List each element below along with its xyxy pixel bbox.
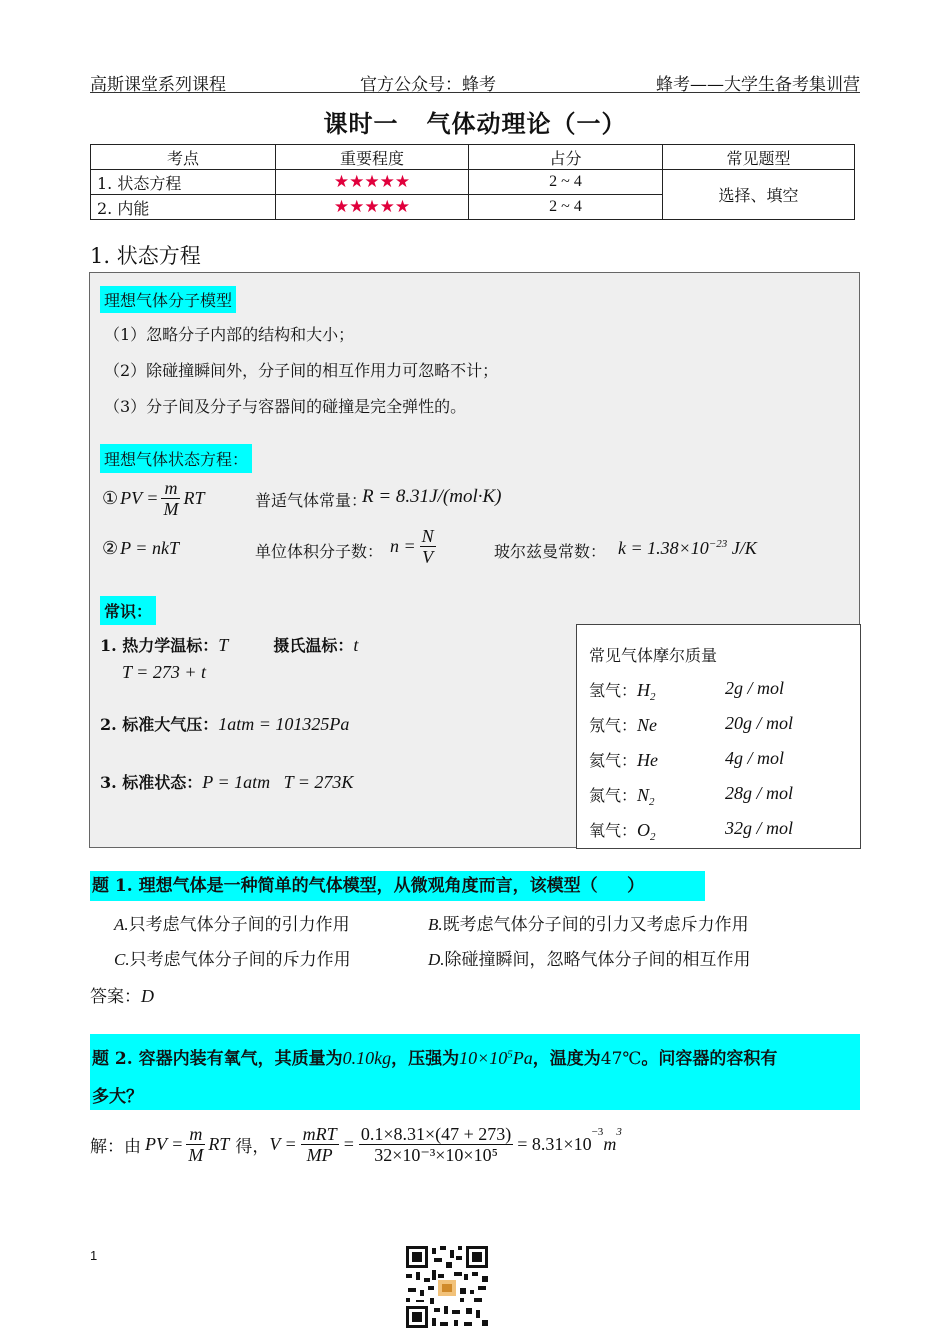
gas-formula-subscript: 2 — [650, 831, 656, 844]
k-label: 玻尔兹曼常数： — [494, 542, 607, 561]
q1-option-a — [114, 910, 350, 935]
overview-table — [90, 144, 855, 220]
header-right: 蜂考——大学生备考集训营 — [656, 75, 860, 95]
solution-result-unit: m — [603, 1134, 617, 1154]
gas-constant-label: 普适气体常量： — [255, 491, 368, 510]
eq1-denominator: M — [163, 499, 179, 519]
n-denominator: V — [422, 547, 434, 567]
model-item: （3）分子间及分子与容器间的碰撞是完全弹性的。 — [104, 397, 467, 416]
gas-formula: H — [637, 680, 651, 700]
common-item-3 — [100, 770, 353, 793]
option-letter: D. — [428, 950, 445, 969]
solution-result: = 8.31×10 — [517, 1134, 592, 1154]
gas-formula: He — [637, 750, 659, 770]
eq2-mark: ② — [102, 538, 119, 559]
header-left: 高斯课堂系列课程 — [90, 75, 226, 95]
solution-numeric-fraction — [359, 1124, 513, 1165]
n-equation — [390, 526, 436, 567]
gas-mass: 28g / mol — [725, 783, 794, 803]
k-exponent: −23 — [708, 538, 728, 550]
qr-code-image — [404, 1244, 490, 1330]
boltzmann-constant — [618, 538, 757, 559]
q1-option-d — [428, 945, 751, 970]
page-number: 1 — [90, 1248, 98, 1263]
gas-constant-value: R = 8.31J/(mol·K) — [362, 486, 502, 507]
page-header — [90, 68, 860, 93]
table-header-cell: 考点 — [91, 145, 276, 170]
eq1-fraction — [161, 478, 180, 519]
celsius-scale-symbol: t — [353, 635, 359, 655]
gas-name: 氖气： — [589, 716, 638, 735]
fraction-denominator: MP — [306, 1145, 333, 1165]
gas-formula: Ne — [637, 715, 658, 735]
gas-formula-subscript: 2 — [650, 691, 656, 704]
gas-name: 氦气： — [589, 751, 638, 770]
solution-pv: PV = — [145, 1134, 184, 1154]
pressure-equation — [102, 538, 179, 559]
std-state-label: 3. 标准状态： — [100, 773, 203, 792]
eq1-left: PV = — [120, 488, 159, 508]
option-text: 只考虑气体分子间的引力作用 — [128, 915, 350, 935]
thermo-scale-symbol: T — [218, 635, 229, 655]
temperature-relation: T = 273 + t — [122, 662, 206, 682]
fraction-numerator: m — [186, 1124, 205, 1145]
n-label: 单位体积分子数： — [255, 542, 384, 561]
solution-rt: RT — [208, 1134, 230, 1154]
eq1-mark: ① — [102, 488, 119, 509]
gas-formula: N — [637, 785, 650, 805]
answer-value: D — [141, 986, 154, 1006]
question-1-stem: 题 1. 理想气体是一种简单的气体模型，从微观角度而言，该模型（ ） — [90, 871, 705, 901]
solution-de: 得， — [235, 1137, 270, 1157]
state-eq-title: 理想气体状态方程： — [100, 444, 252, 473]
gas-name: 氮气： — [589, 786, 638, 805]
eq1-numerator: m — [161, 478, 180, 499]
q2-stem-b: ，压强为 — [391, 1049, 460, 1069]
n-left: n = — [390, 536, 416, 556]
q2-solution: 解：由 PV = $\frac{m}{M}$ RT 得， V = $\frac{\text{mRT}}{MP}$ = $\frac{0.1\times 8.31\times(47 + 273)}{\text{32×10⁻³×10×10⁵}}$ = 8.31×10 $^{-3}$ m $^3$ — [90, 1124, 622, 1165]
fraction-numerator: 0.1×8.31×(47 + 273) — [360, 1124, 512, 1144]
answer-label: 答案： — [90, 987, 141, 1007]
common-title: 常识： — [100, 596, 156, 625]
q2-pressure-unit: Pa — [512, 1048, 533, 1068]
q2-stem-c: ，温度为 — [532, 1049, 601, 1069]
gas-mass: 4g / mol — [725, 748, 785, 768]
table-cell-score: 2 ~ 4 — [469, 170, 663, 195]
q2-pressure-exp: 5 — [507, 1048, 513, 1061]
option-letter: B. — [428, 915, 443, 934]
q1-answer — [90, 982, 154, 1007]
molar-row — [589, 818, 794, 844]
q2-mass: 0.10kg — [342, 1048, 392, 1068]
eq2: P = nkT — [120, 538, 179, 558]
std-pressure-value: 1atm = 101325Pa — [218, 714, 350, 734]
solution-result-unit-exp: 3 — [616, 1126, 622, 1138]
course-title: 课时一 气体动理论（一） — [323, 109, 627, 138]
std-state-value: P = 1atm T = 273K — [202, 772, 354, 792]
table-row — [91, 170, 855, 195]
solution-label: 解：由 — [90, 1137, 141, 1157]
table-header-row — [91, 145, 855, 170]
importance-stars: ★★★★★ — [276, 170, 469, 195]
model-item: （1）忽略分子内部的结构和大小； — [104, 325, 355, 344]
fraction-denominator: M — [188, 1145, 204, 1165]
solution-result-exp: −3 — [591, 1126, 604, 1138]
solution-mass-fraction — [186, 1124, 205, 1165]
gas-mass: 20g / mol — [725, 713, 794, 733]
n-numerator: N — [421, 526, 434, 546]
gas-formula: O — [637, 820, 651, 840]
common-item-2 — [100, 712, 349, 735]
ideal-gas-equation — [102, 478, 204, 519]
table-cell-score: 2 ~ 4 — [469, 195, 663, 220]
q2-temperature: 47℃ — [600, 1049, 642, 1069]
option-text: 只考虑气体分子间的斥力作用 — [129, 950, 351, 970]
thermo-scale-label: 1. 热力学温标： — [100, 636, 219, 655]
eq1-right: RT — [183, 488, 205, 508]
gas-mass: 32g / mol — [725, 818, 794, 838]
gas-formula-subscript: 2 — [649, 796, 655, 809]
table-header-cell: 重要程度 — [276, 145, 469, 170]
q2-stem-e: 多大？ — [92, 1087, 143, 1107]
table-header-cell: 占分 — [469, 145, 663, 170]
solution-formula-fraction — [301, 1124, 339, 1165]
section-heading: 1. 状态方程 — [90, 244, 201, 268]
molar-row — [589, 783, 794, 809]
molar-title: 常见气体摩尔质量 — [589, 646, 718, 665]
gas-name: 氧气： — [589, 821, 638, 840]
option-letter: C. — [114, 950, 130, 969]
option-text: 既考虑气体分子间的引力又考虑斥力作用 — [442, 915, 749, 935]
k-value: k = 1.38×10 — [618, 538, 709, 558]
q2-stem-d: 。问容器的容积有 — [641, 1049, 778, 1069]
option-text: 除碰撞瞬间，忽略气体分子间的相互作用 — [444, 950, 751, 970]
molar-row — [589, 713, 794, 736]
model-item: （2）除碰撞瞬间外，分子间的相互作用力可忽略不计； — [104, 361, 499, 380]
molar-row — [589, 748, 785, 771]
gas-name: 氢气： — [589, 681, 638, 700]
importance-stars: ★★★★★ — [276, 195, 469, 220]
header-center: 官方公众号：蜂考 — [360, 75, 496, 95]
q1-option-c — [114, 945, 351, 970]
solution-v: V = — [269, 1134, 297, 1154]
q2-pressure: 10×10 — [459, 1048, 508, 1068]
k-unit: J/K — [727, 538, 757, 558]
molar-mass-box — [576, 624, 861, 849]
table-header-cell: 常见题型 — [663, 145, 855, 170]
table-cell-point: 2. 内能 — [91, 195, 276, 220]
std-pressure-label: 2. 标准大气压： — [100, 715, 219, 734]
table-cell-point: 1. 状态方程 — [91, 170, 276, 195]
molar-row — [589, 678, 785, 704]
fraction-numerator: mRT — [302, 1124, 337, 1144]
common-item-1 — [100, 633, 358, 656]
gas-mass: 2g / mol — [725, 678, 785, 698]
n-fraction — [420, 526, 436, 567]
q1-option-b — [428, 910, 749, 935]
fraction-denominator: 32×10⁻³×10×10⁵ — [374, 1145, 498, 1165]
table-cell-type: 选择、填空 — [663, 170, 855, 220]
model-title: 理想气体分子模型 — [100, 286, 236, 313]
question-2-line-1 — [92, 1044, 777, 1069]
celsius-scale-label: 摄氏温标： — [273, 636, 354, 655]
q2-stem-a: 题 2. 容器内装有氧气，其质量为 — [92, 1049, 343, 1069]
option-letter: A. — [114, 915, 129, 934]
